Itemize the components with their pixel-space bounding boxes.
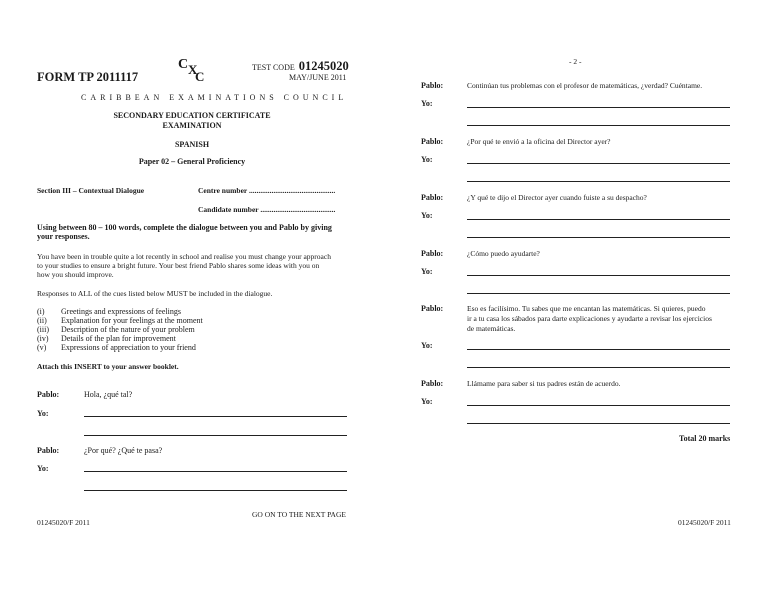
dialogue-prompt: Llámame para saber si tus padres están de acuerdo. (467, 379, 621, 388)
cue-text: Description of the nature of your problem (61, 325, 195, 334)
dialogue-reply-label: Yo: (421, 341, 433, 350)
dialogue-prompt: ¿Por qué? ¿Qué te pasa? (84, 446, 163, 455)
answer-line[interactable] (84, 471, 347, 472)
cue-text: Expressions of appreciation to your friend (61, 343, 196, 352)
answer-line[interactable] (84, 435, 347, 436)
dialogue-prompt: ¿Y qué te dijo el Director ayer cuando fuiste a su despacho? (467, 193, 647, 202)
cues-intro: Responses to ALL of the cues listed below MUST be included in the dialogue. (37, 289, 273, 298)
scenario-line-2: to your studies to ensure a bright future. Your best friend Pablo shares some ideas with you on (37, 261, 320, 270)
paper-title: Paper 02 – General Proficiency (138, 157, 246, 166)
logo-letter-3: C (195, 69, 205, 84)
cue-text: Explanation for your feelings at the moment (61, 316, 203, 325)
cue-number: (ii) (37, 316, 47, 325)
answer-line[interactable] (467, 237, 730, 238)
logo-letter-2: X (188, 62, 198, 77)
answer-line[interactable] (467, 367, 730, 368)
dialogue-speaker: Pablo: (37, 390, 60, 399)
answer-line[interactable] (467, 293, 730, 294)
dialogue-reply-label: Yo: (37, 464, 49, 473)
answer-line[interactable] (467, 181, 730, 182)
centre-number-field: Centre number .............................................. (198, 186, 336, 195)
dialogue-reply-label: Yo: (421, 267, 433, 276)
page-number: - 2 - (569, 57, 582, 66)
dialogue-reply-label: Yo: (421, 397, 433, 406)
cue-text: Details of the plan for improvement (61, 334, 176, 343)
cue-number: (iv) (37, 334, 49, 343)
certificate-line-1: SECONDARY EDUCATION CERTIFICATE (113, 111, 271, 120)
candidate-number-field: Candidate number ........................................ (198, 205, 336, 214)
dialogue-prompt-line-2: ir a tu casa los sábados para darte explicaciones y ayudarte a revisar los ejercicios (467, 314, 712, 323)
council-name: CARIBBEAN EXAMINATIONS COUNCIL (81, 93, 348, 102)
dialogue-speaker: Pablo: (421, 249, 444, 258)
dialogue-reply-label: Yo: (421, 155, 433, 164)
dialogue-speaker: Pablo: (421, 81, 444, 90)
answer-line[interactable] (84, 416, 347, 417)
dialogue-speaker: Pablo: (421, 137, 444, 146)
scenario-line-3: how you should improve. (37, 270, 114, 279)
cue-text: Greetings and expressions of feelings (61, 307, 181, 316)
instruction-line-1: Using between 80 – 100 words, complete the dialogue between you and Pablo by giving (37, 223, 332, 232)
dialogue-reply-label: Yo: (37, 409, 49, 418)
logo-letter-1: C (178, 57, 189, 72)
cxc-logo (176, 54, 210, 86)
dialogue-prompt-line-3: de matemáticas. (467, 324, 516, 333)
exam-session: MAY/JUNE 2011 (289, 73, 347, 82)
answer-line[interactable] (467, 349, 730, 350)
cue-number: (i) (37, 307, 45, 316)
cue-number: (v) (37, 343, 47, 352)
answer-line[interactable] (467, 405, 730, 406)
dialogue-speaker: Pablo: (421, 304, 444, 313)
instruction-line-2: your responses. (37, 232, 90, 241)
answer-line[interactable] (84, 490, 347, 491)
answer-line[interactable] (467, 163, 730, 164)
certificate-line-2: EXAMINATION (162, 121, 222, 130)
dialogue-reply-label: Yo: (421, 99, 433, 108)
answer-line[interactable] (467, 275, 730, 276)
dialogue-prompt: Hola, ¿qué tal? (84, 390, 133, 399)
attach-instruction: Attach this INSERT to your answer booklet. (37, 362, 179, 371)
answer-line[interactable] (467, 219, 730, 220)
dialogue-speaker: Pablo: (421, 379, 444, 388)
subject: SPANISH (174, 140, 210, 149)
dialogue-prompt: ¿Cómo puedo ayudarte? (467, 249, 540, 258)
answer-line[interactable] (467, 125, 730, 126)
dialogue-prompt: Continúan tus problemas con el profesor de matemáticas, ¿verdad? Cuéntame. (467, 81, 703, 90)
next-page-note: GO ON TO THE NEXT PAGE (252, 510, 346, 519)
section-title: Section III – Contextual Dialogue (37, 186, 145, 195)
cue-number: (iii) (37, 325, 49, 334)
total-marks: Total 20 marks (679, 434, 731, 443)
dialogue-speaker: Pablo: (421, 193, 444, 202)
dialogue-reply-label: Yo: (421, 211, 433, 220)
dialogue-prompt: ¿Por qué te envió a la oficina del Director ayer? (467, 137, 611, 146)
answer-line[interactable] (467, 423, 730, 424)
form-number: FORM TP 2011117 (37, 70, 139, 84)
test-code-value: 01245020 (298, 59, 349, 73)
answer-line[interactable] (467, 107, 730, 108)
test-code-label: TEST CODE (252, 63, 295, 72)
page-footer-code: 01245020/F 2011 (37, 518, 90, 527)
dialogue-prompt-line-1: Eso es facilísimo. Tu sabes que me encantan las matemáticas. Si quieres, puedo (467, 304, 706, 313)
dialogue-speaker: Pablo: (37, 446, 60, 455)
scenario-line-1: You have been in trouble quite a lot recently in school and realise you must change your approach (37, 252, 331, 261)
page-footer-code: 01245020/F 2011 (678, 518, 731, 527)
